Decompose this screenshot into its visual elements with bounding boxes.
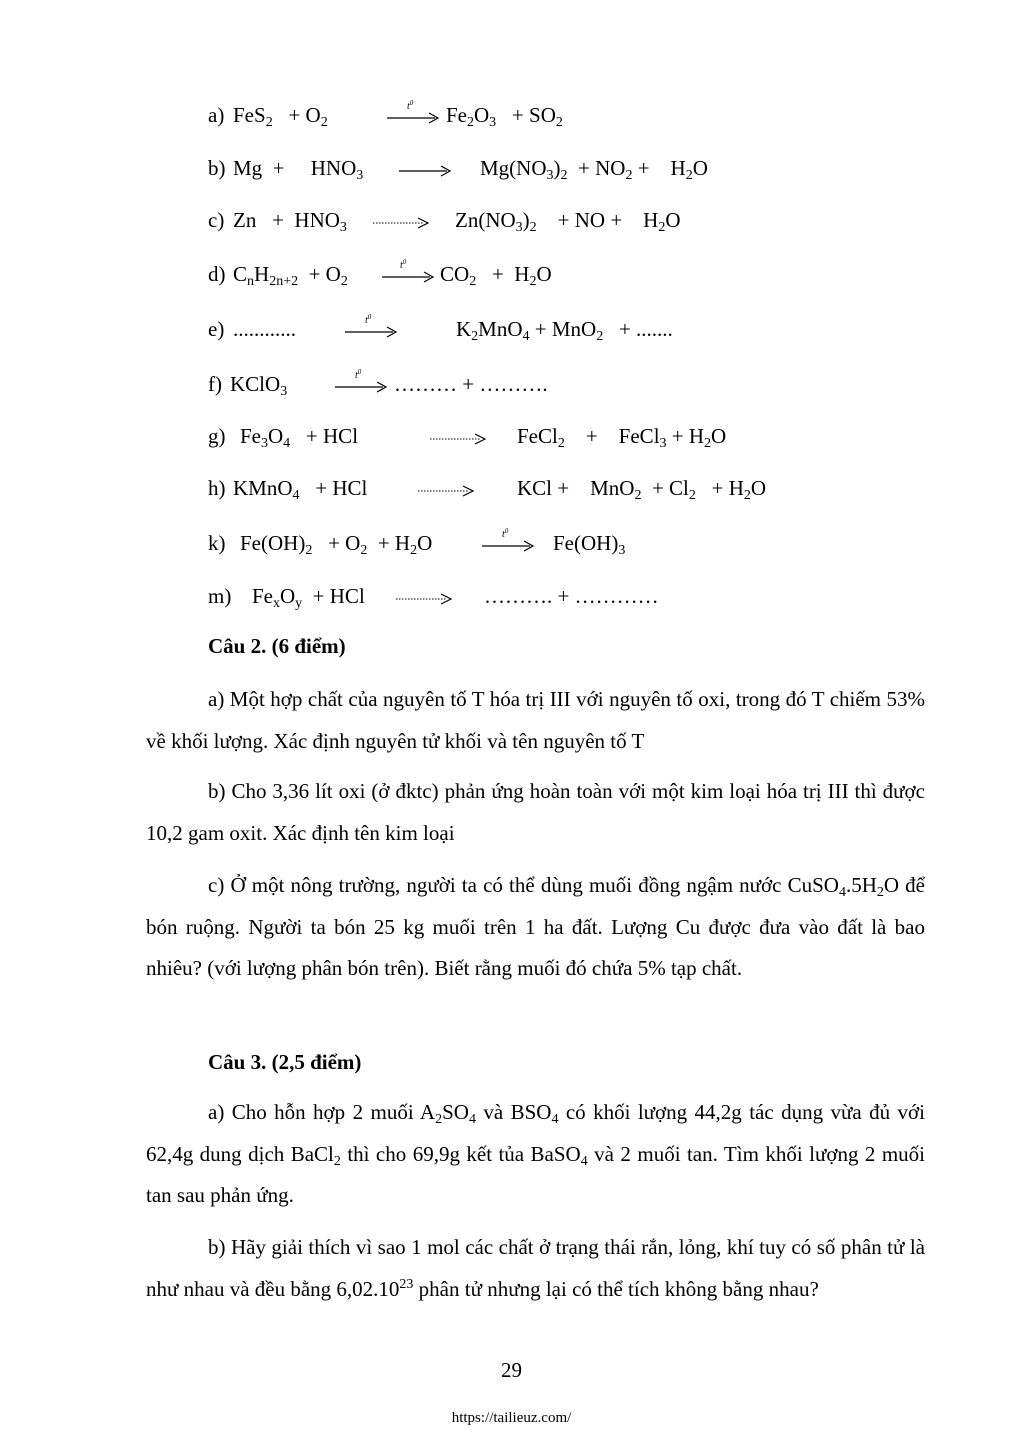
page-number: 29 — [501, 1358, 522, 1382]
equation-f-label: f) — [208, 372, 222, 396]
equation-k-lhs: $Fe(OH)_2 + O_2 + H_2O$ — [240, 531, 433, 558]
heat-arrow — [333, 368, 389, 402]
equation-b-lhs: Mg + $HNO_3$ — [233, 156, 364, 183]
equation-g-lhs: $Fe_3O_4$ + HCl — [240, 424, 359, 451]
question-3-heading: Câu 3. (2,5 điểm) — [208, 1050, 362, 1074]
equation-m-lhs: $Fe_xO_y$ + HCl — [252, 584, 365, 611]
equation-b-label: b) — [208, 156, 226, 180]
question-2b: b) Cho 3,36 lít oxi (ở đktc) phản ứng hoàn toàn với một kim loại hóa trị III thì được 10,2 gam oxit. Xác định tên kim loại — [146, 779, 925, 845]
equation-b-rhs: $Mg(NO_3)_2 + NO_2$ + $H_2O$ — [480, 156, 708, 183]
equation-e-rhs: $K_2MnO_4 + MnO_2$ + ....... — [456, 317, 673, 344]
equation-d-lhs: $C_nH_{2n+2} + O_2$ — [233, 262, 348, 289]
reaction-arrow — [397, 156, 453, 186]
heat-arrow — [385, 99, 441, 133]
heat-label: $t^0$ — [355, 368, 362, 381]
equation-k-rhs: $Fe(OH)_3$ — [553, 531, 626, 558]
equation-c-lhs: $Zn + HNO_3$ — [233, 208, 347, 235]
equation-e-lhs: ............ — [233, 317, 296, 341]
question-2c: c) Ở một nông trường, người ta có thể dùng muối đồng ngậm nước $CuSO_4.5H_2O$ để bón ruộng. Người ta bón 25 kg muối trên 1 ha đất. Lượng Cu được đưa vào đất là bao nhiêu? (với lượng phân bón trên). Biết rằng muối đó chứa 5% tạp chất. — [146, 873, 925, 980]
equation-m-rhs: ………. + ………… — [484, 584, 659, 608]
heat-arrow — [380, 258, 436, 292]
question-2-heading: Câu 2. (6 điểm) — [208, 634, 346, 658]
heat-label: $t^0$ — [400, 258, 407, 271]
dotted-arrow — [428, 424, 488, 454]
dotted-arrow — [416, 476, 476, 506]
equation-a-rhs: $Fe_2O_3 + SO_2$ — [446, 103, 563, 130]
equation-g-label: g) — [208, 424, 226, 448]
equation-k-label: k) — [208, 531, 226, 555]
question-2a: a) Một hợp chất của nguyên tố T hóa trị III với nguyên tố oxi, trong đó T chiếm 53% về khối lượng. Xác định nguyên tử khối và tên nguyên tố T — [146, 687, 925, 753]
equation-g-rhs: FeCl$_2$ + FeCl$_3$ + $H_2O$ — [517, 424, 727, 451]
heat-label: $t^0$ — [365, 313, 372, 326]
dotted-arrow — [394, 584, 454, 614]
heat-label: $t^0$ — [502, 527, 509, 540]
equation-m-label: m) — [208, 584, 232, 608]
equation-f-rhs: ……… + ………. — [394, 372, 548, 396]
equation-c-label: c) — [208, 208, 225, 232]
equation-f-lhs: KClO$_3$ — [230, 372, 288, 399]
equation-h-rhs: KCl + $MnO_2 + Cl_2 + H_2O$ — [517, 476, 767, 503]
question-3a: a) Cho hỗn hợp 2 muối $A_2SO_4$ và $BSO_4$ có khối lượng 44,2g tác dụng vừa đủ với 62,4g dung dịch BaCl$_2$ thì cho 69,9g kết tủa BaSO$_4$ và 2 muối tan. Tìm khối lượng 2 muối tan sau phản ứng. — [146, 1100, 925, 1207]
equation-h-lhs: KMnO$_4$ + HCl — [233, 476, 368, 503]
heat-label: $t^0$ — [407, 99, 414, 112]
equation-d-rhs: $CO_2 + H_2O$ — [440, 262, 552, 289]
footer-url[interactable]: https://tailieuz.com/ — [451, 1410, 572, 1426]
equation-c-rhs: $Zn(NO_3)_2$ + NO + $H_2O$ — [455, 208, 681, 235]
equation-a-lhs: $FeS_2 + O_2$ — [233, 103, 328, 130]
dotted-arrow — [371, 208, 431, 238]
equation-e-label: e) — [208, 317, 225, 341]
equation-a-label: a) — [208, 103, 225, 127]
heat-arrow — [480, 527, 536, 561]
question-3b: b) Hãy giải thích vì sao 1 mol các chất ở trạng thái rắn, lỏng, khí tuy có số phân tử là như nhau và đều bằng 6,02.10$^{23}$ phân tử nhưng lại có thể tích không bằng nhau? — [146, 1235, 925, 1301]
heat-arrow — [343, 313, 399, 347]
equation-h-label: h) — [208, 476, 226, 500]
equation-d-label: d) — [208, 262, 226, 286]
